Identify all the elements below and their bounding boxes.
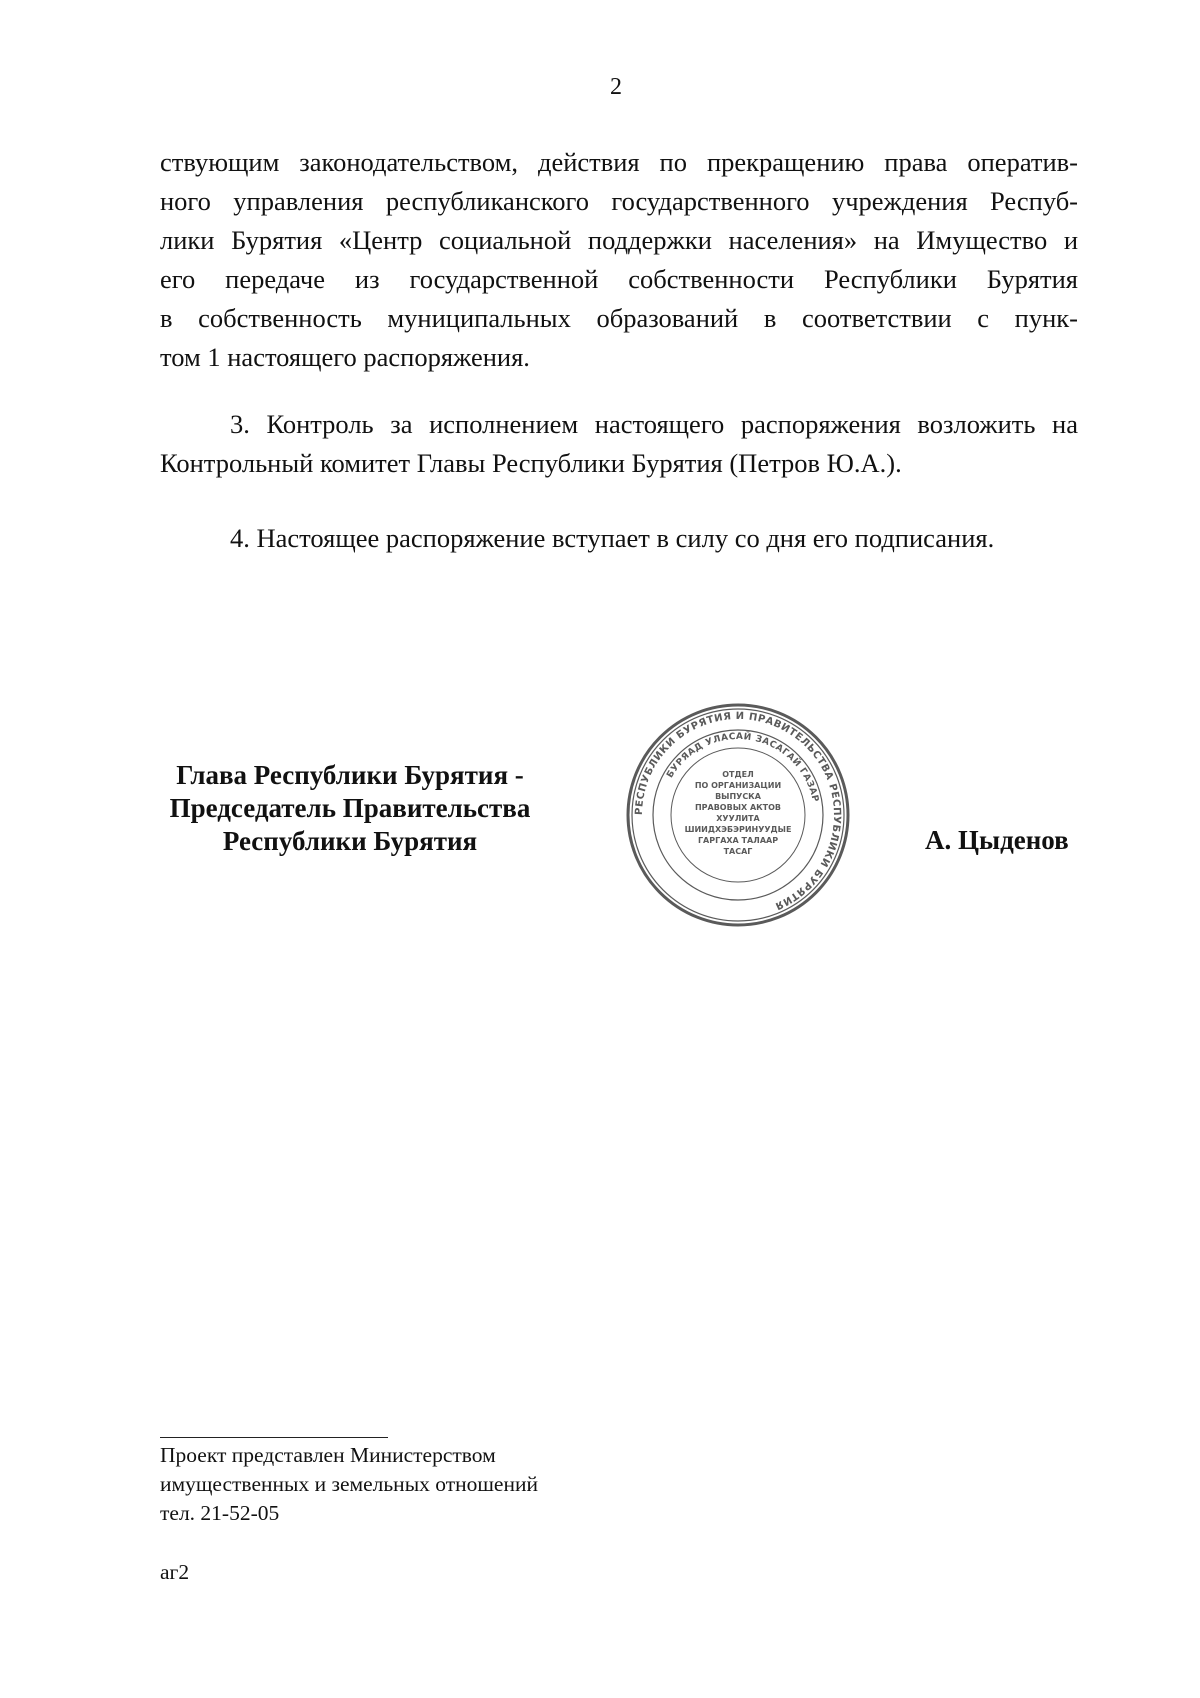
- footnote-line: имущественных и земельных отношений: [160, 1472, 538, 1496]
- text-line: Контрольный комитет Главы Республики Бурятия (Петров Ю.А.).: [160, 448, 902, 478]
- paragraph-2-continuation: [160, 143, 1078, 377]
- document-code: аг2: [160, 1560, 190, 1584]
- signer-title-line: Республики Бурятия: [222, 826, 478, 856]
- paragraph-3: [160, 405, 1078, 483]
- text-line: лики Бурятия «Центр социальной поддержки населения» на Имущество и: [160, 225, 1078, 255]
- text-line: в собственность муниципальных образований в соответствии с пунк-: [160, 303, 1078, 333]
- page-number: 2: [610, 74, 622, 100]
- seal-center-line: ШИИДХЭБЭРИНУУДЫЕ: [684, 825, 792, 834]
- signer-title: [155, 759, 545, 858]
- seal-center-line: ТАСАГ: [723, 847, 753, 856]
- seal-center-line: ПРАВОВЫХ АКТОВ: [694, 803, 782, 812]
- seal-center-line: ВЫПУСКА: [715, 792, 761, 801]
- text-line: 3. Контроль за исполнением настоящего распоряжения возложить на: [230, 409, 1078, 439]
- seal-outer-text: РЕСПУБЛИКИ БУРЯТИЯ И ПРАВИТЕЛЬСТВА РЕСПУБЛИКИ БУРЯТИЯ: [633, 710, 843, 912]
- seal-center-line: ХУУЛИТА: [716, 814, 760, 823]
- signer-title-line: Председатель Правительства: [169, 793, 531, 823]
- text-line: ного управления республиканского государственного учреждения Респуб-: [160, 186, 1078, 216]
- text-line: том 1 настоящего распоряжения.: [160, 342, 530, 372]
- signer-name: А. Цыденов: [925, 825, 1069, 855]
- seal-center-line: ОТДЕЛ: [722, 770, 754, 779]
- text-line: ствующим законодательством, действия по прекращению права оператив-: [160, 147, 1078, 177]
- footnote: [160, 1441, 538, 1528]
- seal-center-line: ГАРГАХА ТАЛААР: [697, 836, 779, 845]
- footnote-divider: [160, 1437, 388, 1438]
- seal-center-line: ПО ОРГАНИЗАЦИИ: [694, 781, 782, 790]
- paragraph-4: 4. Настоящее распоряжение вступает в силу со дня его подписания.: [230, 523, 995, 553]
- official-seal: [623, 700, 853, 930]
- signer-title-line: Глава Республики Бурятия -: [176, 760, 524, 790]
- text-line: его передаче из государственной собственности Республики Бурятия: [160, 264, 1078, 294]
- seal-inner-text: БУРЯАД УЛАСАЙ ЗАСАГАЙ ГАЗАР: [665, 731, 820, 804]
- footnote-line: Проект представлен Министерством: [160, 1443, 496, 1467]
- footnote-line: тел. 21-52-05: [160, 1501, 280, 1525]
